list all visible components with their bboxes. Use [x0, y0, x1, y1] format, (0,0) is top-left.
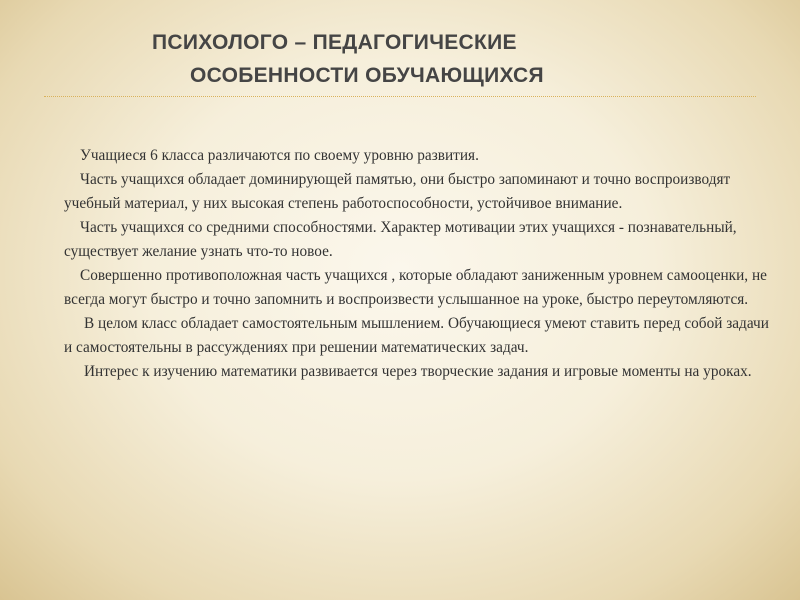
slide-title-line-1: ПСИХОЛОГО – ПЕДАГОГИЧЕСКИЕ — [152, 31, 517, 54]
paragraph-1: Учащиеся 6 класса различаются по своему уровню развития. — [80, 147, 479, 164]
paragraph-4: Совершенно противоположная часть учащихся , которые обладают заниженным уровнем самооценки, не всегда могут быстро и точно запомнить и воспроизвести услышанное на уроке, быстро переутомляются. — [64, 267, 767, 308]
slide-title-line-2: ОСОБЕННОСТИ ОБУЧАЮЩИХСЯ — [190, 64, 544, 87]
title-divider — [44, 96, 756, 97]
paragraph-5: В целом класс обладает самостоятельным мышлением. Обучающиеся умеют ставить перед собой задачи и самостоятельны в рассуждениях при решении математических задач. — [64, 315, 769, 356]
paragraph-6: Интерес к изучению математики развивается через творческие задания и игровые моменты на уроках. — [84, 363, 752, 380]
paragraph-3: Часть учащихся со средними способностями. Характер мотивации этих учащихся - познавательный, существует желание узнать что-то новое. — [64, 219, 737, 260]
slide-title — [100, 26, 740, 92]
slide-body — [64, 144, 770, 384]
paragraph-2: Часть учащихся обладает доминирующей памятью, они быстро запоминают и точно воспроизводят учебный материал, у них высокая степень работоспособности, устойчивое внимание. — [64, 171, 731, 212]
